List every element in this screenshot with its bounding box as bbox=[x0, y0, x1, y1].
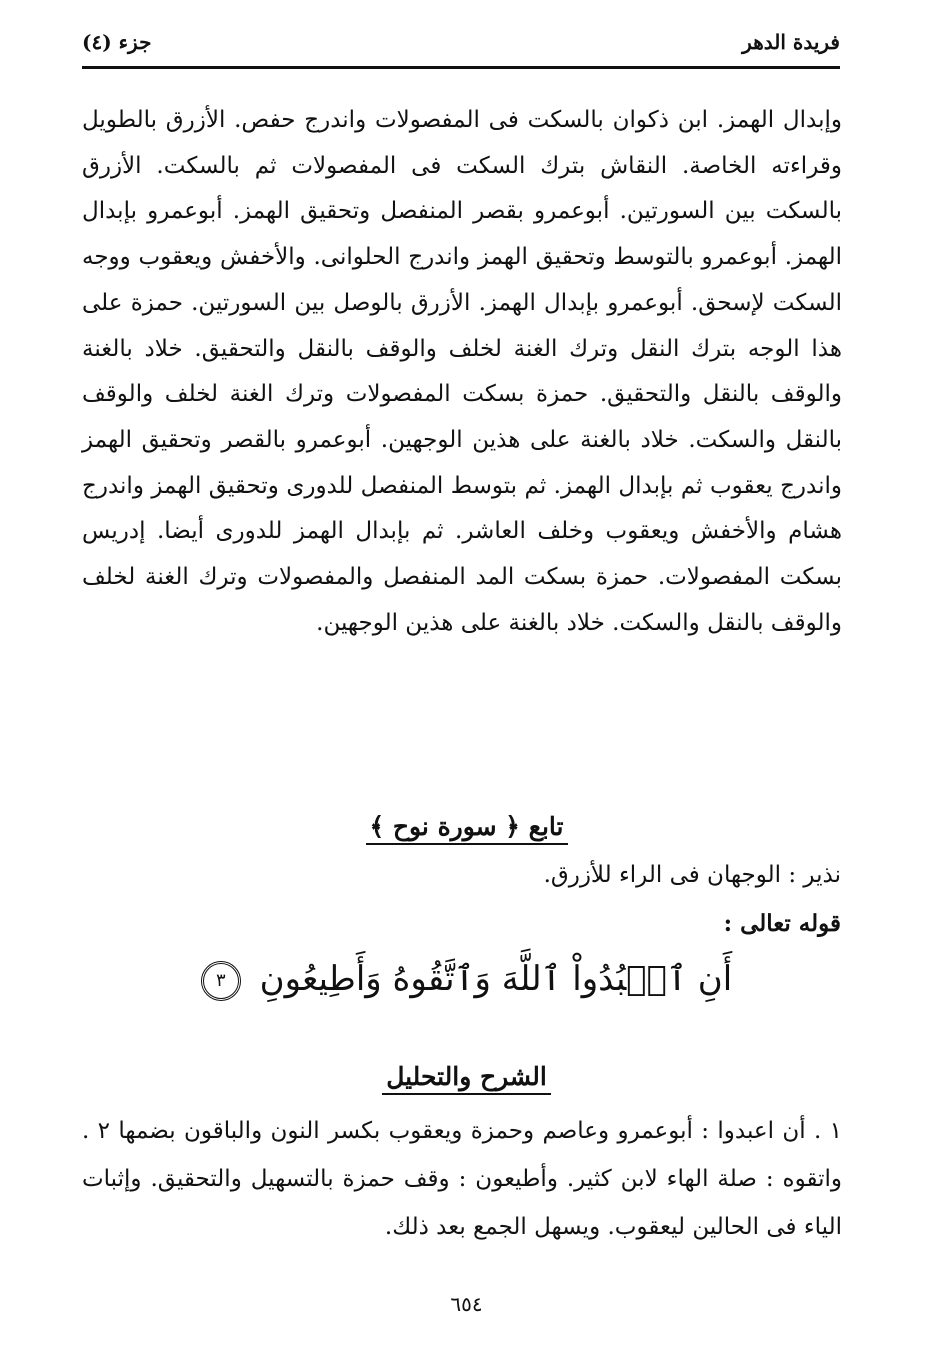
running-header bbox=[82, 30, 840, 69]
book-title: فريدة الدهر bbox=[742, 30, 840, 54]
part-label: جزء (٤) bbox=[82, 30, 152, 54]
main-paragraph: وإبدال الهمز. ابن ذكوان بالسكت فى المفصولات واندرج حفص. الأزرق بالطويل وقراءته الخاصة. النقاش بترك السكت فى المفصولات ثم بالسكت. الأزرق بالسكت بين السورتين. أبوعمرو بقصر المنفصل وتحقيق الهمز. أبوعمرو بإبدال الهمز. أبوعمرو بالتوسط وتحقيق الهمز واندرج الحلوانى. والأخفش ويعقوب ووجه السكت لإسحق. أبوعمرو بإبدال الهمز. الأزرق بالوصل بين السورتين. حمزة على هذا الوجه بترك النقل وترك الغنة لخلف والوقف بالنقل والتحقيق. خلاد بالغنة والوقف بالنقل والتحقيق. حمزة بسكت المفصولات وترك الغنة لخلف والوقف بالنقل والسكت. خلاد بالغنة على هذين الوجهين. أبوعمرو بالقصر وتحقيق الهمز واندرج يعقوب ثم بإبدال الهمز. ثم بتوسط المنفصل للدورى وتحقيق الهمز واندرج هشام والأخفش ويعقوب وخلف العاشر. ثم بإبدال الهمز للدورى أيضا. إدريس بسكت المفصولات. حمزة بسكت المد المنفصل والمفصولات وترك الغنة لخلف والوقف بالنقل والسكت. خلاد بالغنة على هذين الوجهين. bbox=[82, 107, 842, 636]
explanation-heading-text: الشرح والتحليل bbox=[382, 1062, 551, 1095]
note-line: نذير : الوجهان فى الراء للأزرق. bbox=[543, 862, 841, 888]
explanation-paragraph: ١ . أن اعبدوا : أبوعمرو وعاصم وحمزة ويعقوب بكسر النون والباقون بضمها ٢ . واتقوه : صلة الهاء لابن كثير. وأطيعون : وقف حمزة بالتسهيل والتحقيق. وإثبات الياء فى الحالين ليعقوب. ويسهل الجمع بعد ذلك. bbox=[82, 1118, 842, 1240]
page-number: ٦٥٤ bbox=[450, 1292, 483, 1316]
quran-verse bbox=[0, 958, 933, 1001]
qawl-label: قوله تعالى : bbox=[723, 910, 841, 937]
surah-heading-text: تابع ﴿ سورة نوح ﴾ bbox=[366, 812, 568, 845]
surah-heading bbox=[0, 812, 933, 841]
explanation-heading bbox=[0, 1062, 933, 1091]
ayah-number-marker: ٣ bbox=[201, 961, 241, 1001]
verse-text: أَنِ ٱعۡبُدُواْ ٱللَّهَ وَٱتَّقُوهُ وَأَطِيعُونِ bbox=[259, 959, 733, 999]
